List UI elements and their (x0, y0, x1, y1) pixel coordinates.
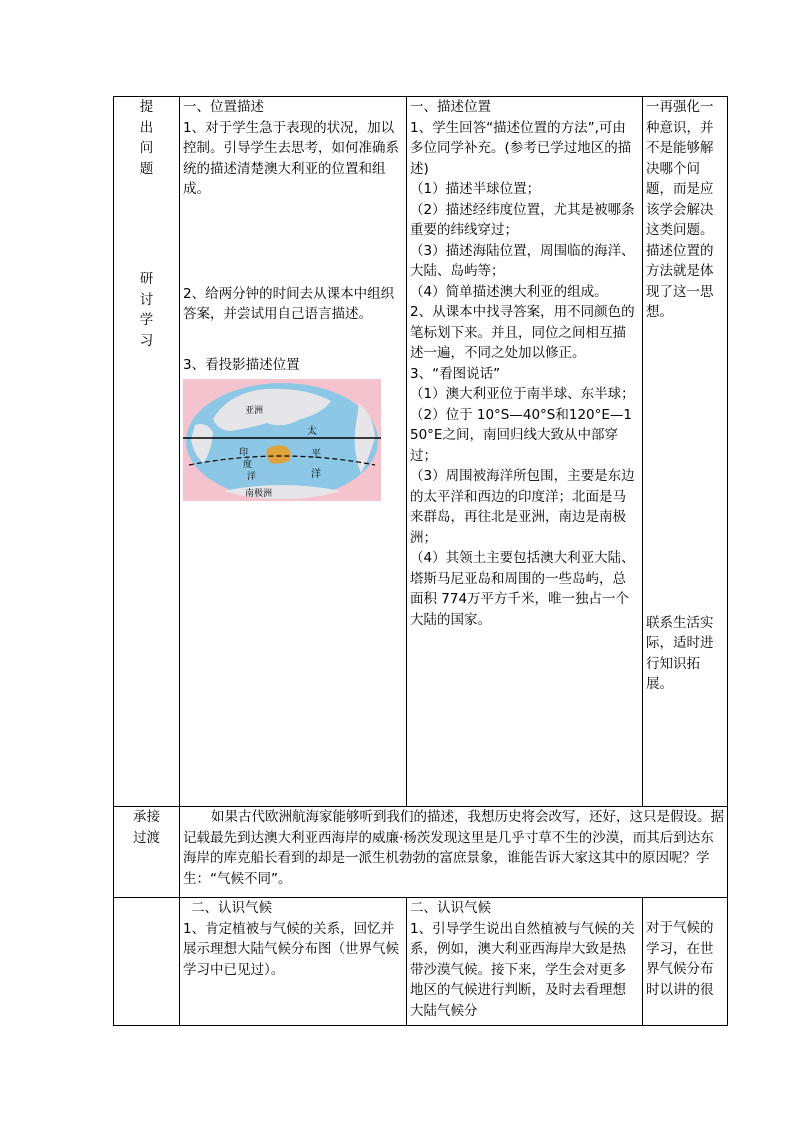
list-item: （4）其领土主要包括澳大利亚大陆、塔斯马尼亚岛和周围的一些岛屿，总面积 774万平方千米，唯一独占一个大陆的国家。 (410, 550, 635, 628)
list-item: （3）描述海陆位置，周围临的海洋、大陆、岛屿等； (410, 242, 635, 279)
list-item: （1）描述半球位置； (410, 181, 541, 197)
list-item: （2）描述经纬度位置，尤其是被哪条重要的纬线穿过； (410, 201, 635, 238)
stage-label: 承接 (133, 809, 160, 825)
teacher-paragraph: 1、对于学生急于表现的状况，加以控制。引导学生去思考，如何准确系统的描述清楚澳大利亚的位置和组成。 (183, 119, 399, 197)
table-row-main (114, 97, 728, 807)
stage-label: 过渡 (133, 829, 160, 846)
lesson-plan-table (113, 96, 728, 1026)
student-paragraph: 1、学生回答“描述位置的方法”,可由多位同学补充。(参考已学过地区的描述) (410, 119, 632, 177)
student-paragraph: 2、从课本中找寻答案，用不同颜色的笔标划下来。并且，同位之间相互描述一遍，不同之处加以修正。 (410, 304, 635, 361)
stage-char: 出 (139, 119, 154, 136)
student-activity-cell (407, 97, 643, 807)
stage-char: 研 (139, 271, 154, 287)
student-activity-cell (407, 898, 643, 1026)
design-note-top: 一再强化一种意识，并不是能够解决哪个问题，而是应该学会解决这类问题。描述位置的方法就是体现了这一思想。 (646, 99, 714, 320)
table-row-climate (114, 898, 728, 1026)
map-label-indian: 度 (243, 460, 253, 470)
teacher-activity-cell (180, 97, 407, 807)
student-paragraph: 1、引导学生说出自然植被与气候的关系，例如，澳大利亚西海岸大致是热带沙漠气候。接下来，学生会对更多地区的气候进行判断，及时去看理想大陆气候分 (410, 920, 635, 1019)
design-note-bottom: 联系生活实际，适时进行知识拓展。 (646, 614, 714, 692)
stage-label-cell (114, 898, 180, 1026)
section-heading: 二、认识气候 (410, 900, 491, 916)
map-label-antarctica: 南极洲 (245, 489, 273, 499)
map-label-asia: 亚洲 (245, 406, 264, 416)
stage-label-cell (114, 807, 180, 898)
transition-text-cell: 如果古代欧洲航海家能够听到我们的描述，我想历史将会改写，还好，这只是假设。据记载最先到达澳大利亚西海岸的威廉·杨茨发现这里是几乎寸草不生的沙漠，而其后到达东海岸的库克船长看到的却是一派生机勃勃的富庶景象，谁能告诉大家这其中的原因呢？学生：“气候不同”。 (180, 807, 728, 898)
teacher-paragraph: 3、看投影描述位置 (183, 356, 300, 373)
stage-char: 讨 (139, 291, 154, 308)
world-map-figure (183, 379, 381, 501)
design-note-cell (643, 97, 728, 807)
australia-landmass (267, 445, 291, 463)
list-item: （2）位于 10°S—40°S和120°E—150°E之间，南回归线大致从中部穿过； (410, 406, 633, 464)
teacher-activity-cell (180, 898, 407, 1026)
stage-char: 学 (139, 312, 154, 328)
teacher-paragraph: 1、肯定植被与气候的关系，回忆并展示理想大陆气候分布图（世界气候学习中已见过）。 (183, 920, 399, 978)
table-row-transition (114, 807, 728, 898)
map-label-indian: 洋 (247, 472, 257, 482)
student-paragraph: 3、“看图说话” (410, 365, 501, 382)
list-item: （1）澳大利亚位于南半球、东半球； (410, 386, 635, 402)
stage-char: 问 (139, 140, 154, 156)
list-item: （4）简单描述澳大利亚的组成。 (410, 283, 608, 300)
list-item: （3）周围被海洋所包围，主要是东边的太平洋和西边的印度洋；北面是马来群岛，再往北是亚洲，南边是南极洲； (410, 468, 635, 546)
map-label-pacific: 太 (307, 426, 317, 437)
design-note: 对于气候的学习，在世界气候分布时以讲的很 (646, 920, 714, 998)
section-heading: 一、描述位置 (410, 99, 491, 115)
stage-char: 习 (139, 332, 154, 349)
section-heading: 一、位置描述 (183, 99, 264, 115)
stage-char: 提 (139, 99, 154, 115)
teacher-paragraph: 2、给两分钟的时间去从课本中组织答案，并尝试用自己语言描述。 (183, 285, 395, 322)
map-label-indian: 印 (239, 448, 249, 458)
map-label-pacific: 平 (311, 449, 321, 460)
stage-char: 题 (139, 160, 154, 177)
design-note-cell (643, 898, 728, 1026)
section-heading: 二、认识气候 (191, 900, 272, 916)
map-label-pacific: 洋 (311, 469, 321, 480)
stage-label-cell (114, 97, 180, 807)
